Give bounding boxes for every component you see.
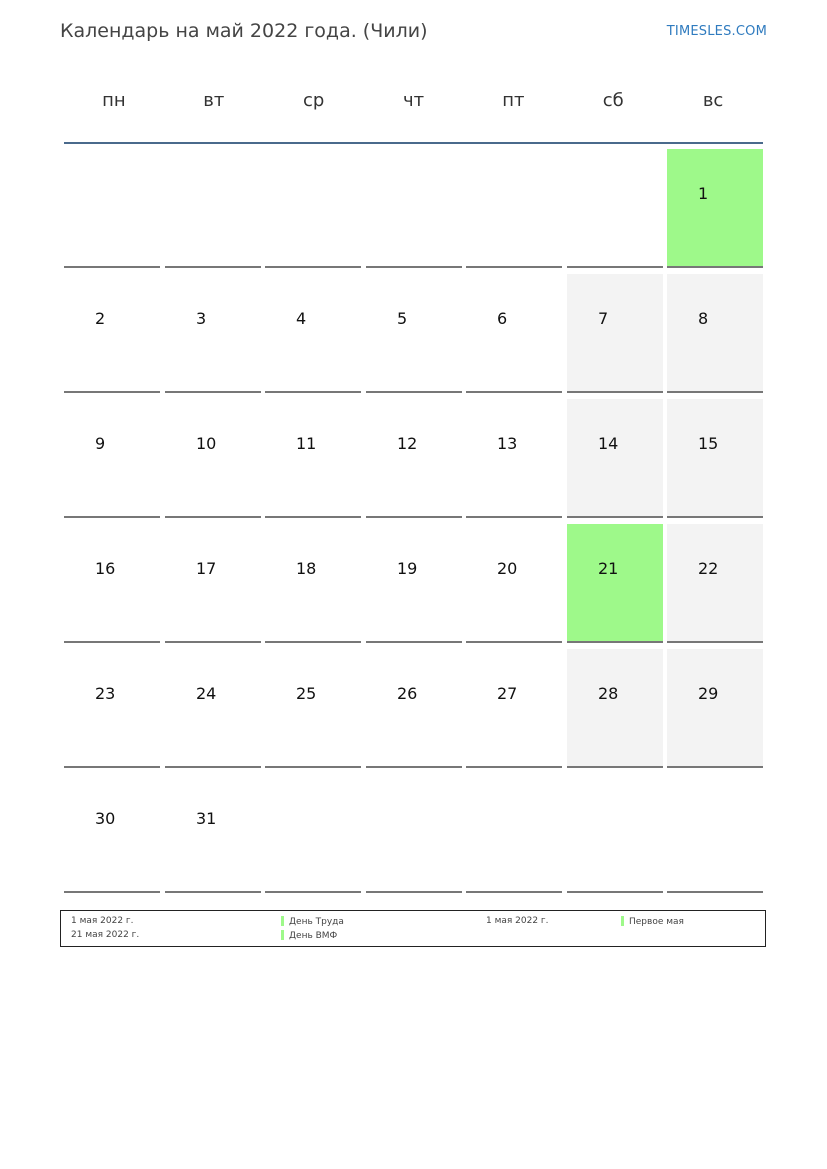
day-number: 15 <box>698 434 719 453</box>
empty-day-cell <box>366 149 462 268</box>
day-cell[interactable] <box>667 524 763 643</box>
day-number: 8 <box>698 309 709 328</box>
weekday-label: пт <box>502 90 525 111</box>
day-cell[interactable] <box>366 524 462 643</box>
legend-holiday <box>621 916 684 927</box>
day-cell[interactable] <box>366 274 462 393</box>
day-cell[interactable] <box>667 399 763 518</box>
day-number: 27 <box>497 684 518 703</box>
day-number: 25 <box>296 684 317 703</box>
day-cell[interactable] <box>567 524 663 643</box>
empty-day-cell <box>567 774 663 893</box>
holiday-color-swatch <box>621 916 624 926</box>
day-number: 1 <box>698 184 709 203</box>
day-cell[interactable] <box>667 649 763 768</box>
empty-day-cell <box>64 149 160 268</box>
legend-holiday-name: День ВМФ <box>289 931 338 941</box>
day-number: 24 <box>196 684 217 703</box>
day-cell[interactable] <box>165 774 261 893</box>
empty-day-cell <box>265 149 361 268</box>
day-cell[interactable] <box>567 274 663 393</box>
day-number: 9 <box>95 434 106 453</box>
header-divider <box>64 142 763 144</box>
day-number: 2 <box>95 309 106 328</box>
legend-date: 1 мая 2022 г. <box>71 916 134 926</box>
day-cell[interactable] <box>64 524 160 643</box>
day-cell[interactable] <box>64 274 160 393</box>
weekday-label: пн <box>102 90 126 111</box>
day-cell[interactable] <box>466 274 562 393</box>
day-number: 12 <box>397 434 418 453</box>
day-number: 6 <box>497 309 508 328</box>
day-number: 13 <box>497 434 518 453</box>
day-number: 11 <box>296 434 317 453</box>
day-cell[interactable] <box>466 524 562 643</box>
day-number: 19 <box>397 559 418 578</box>
day-number: 10 <box>196 434 217 453</box>
day-cell[interactable] <box>265 274 361 393</box>
day-cell[interactable] <box>667 274 763 393</box>
day-cell[interactable] <box>64 649 160 768</box>
day-number: 29 <box>698 684 719 703</box>
day-number: 5 <box>397 309 408 328</box>
weekday-label: вт <box>203 90 225 111</box>
day-number: 14 <box>598 434 619 453</box>
day-number: 30 <box>95 809 116 828</box>
weekday-label: чт <box>402 90 425 111</box>
day-number: 3 <box>196 309 207 328</box>
holiday-color-swatch <box>281 930 284 940</box>
legend-date: 1 мая 2022 г. <box>486 916 549 926</box>
day-number: 31 <box>196 809 217 828</box>
day-number: 26 <box>397 684 418 703</box>
day-cell[interactable] <box>265 399 361 518</box>
holiday-legend <box>60 910 766 947</box>
day-cell[interactable] <box>165 649 261 768</box>
day-cell[interactable] <box>165 524 261 643</box>
legend-holiday-name: Первое мая <box>629 917 684 927</box>
weekday-label: сб <box>602 90 624 111</box>
holiday-color-swatch <box>281 916 284 926</box>
day-cell[interactable] <box>64 399 160 518</box>
day-number: 7 <box>598 309 609 328</box>
empty-day-cell <box>265 774 361 893</box>
day-cell[interactable] <box>265 524 361 643</box>
legend-holiday <box>281 916 344 927</box>
brand-link[interactable]: TIMESLES.COM <box>666 24 767 39</box>
day-number: 28 <box>598 684 619 703</box>
day-cell[interactable] <box>567 399 663 518</box>
day-cell[interactable] <box>466 399 562 518</box>
day-cell[interactable] <box>165 274 261 393</box>
day-number: 22 <box>698 559 719 578</box>
day-cell[interactable] <box>667 149 763 268</box>
day-number: 23 <box>95 684 116 703</box>
empty-day-cell <box>466 149 562 268</box>
empty-day-cell <box>165 149 261 268</box>
day-number: 21 <box>598 559 619 578</box>
day-number: 18 <box>296 559 317 578</box>
day-cell[interactable] <box>165 399 261 518</box>
day-cell[interactable] <box>466 649 562 768</box>
weekday-header <box>64 90 763 111</box>
empty-day-cell <box>567 149 663 268</box>
empty-day-cell <box>366 774 462 893</box>
page-title: Календарь на май 2022 года. (Чили) <box>60 20 428 42</box>
legend-holiday <box>281 930 337 941</box>
day-number: 17 <box>196 559 217 578</box>
day-number: 4 <box>296 309 307 328</box>
legend-holiday-name: День Труда <box>289 917 344 927</box>
day-cell[interactable] <box>366 649 462 768</box>
legend-date: 21 мая 2022 г. <box>71 930 140 940</box>
weekday-label: ср <box>302 90 325 111</box>
day-number: 20 <box>497 559 518 578</box>
day-cell[interactable] <box>64 774 160 893</box>
empty-day-cell <box>667 774 763 893</box>
empty-day-cell <box>466 774 562 893</box>
day-number: 16 <box>95 559 116 578</box>
weekday-label: вс <box>702 90 724 111</box>
day-cell[interactable] <box>567 649 663 768</box>
day-cell[interactable] <box>265 649 361 768</box>
day-cell[interactable] <box>366 399 462 518</box>
